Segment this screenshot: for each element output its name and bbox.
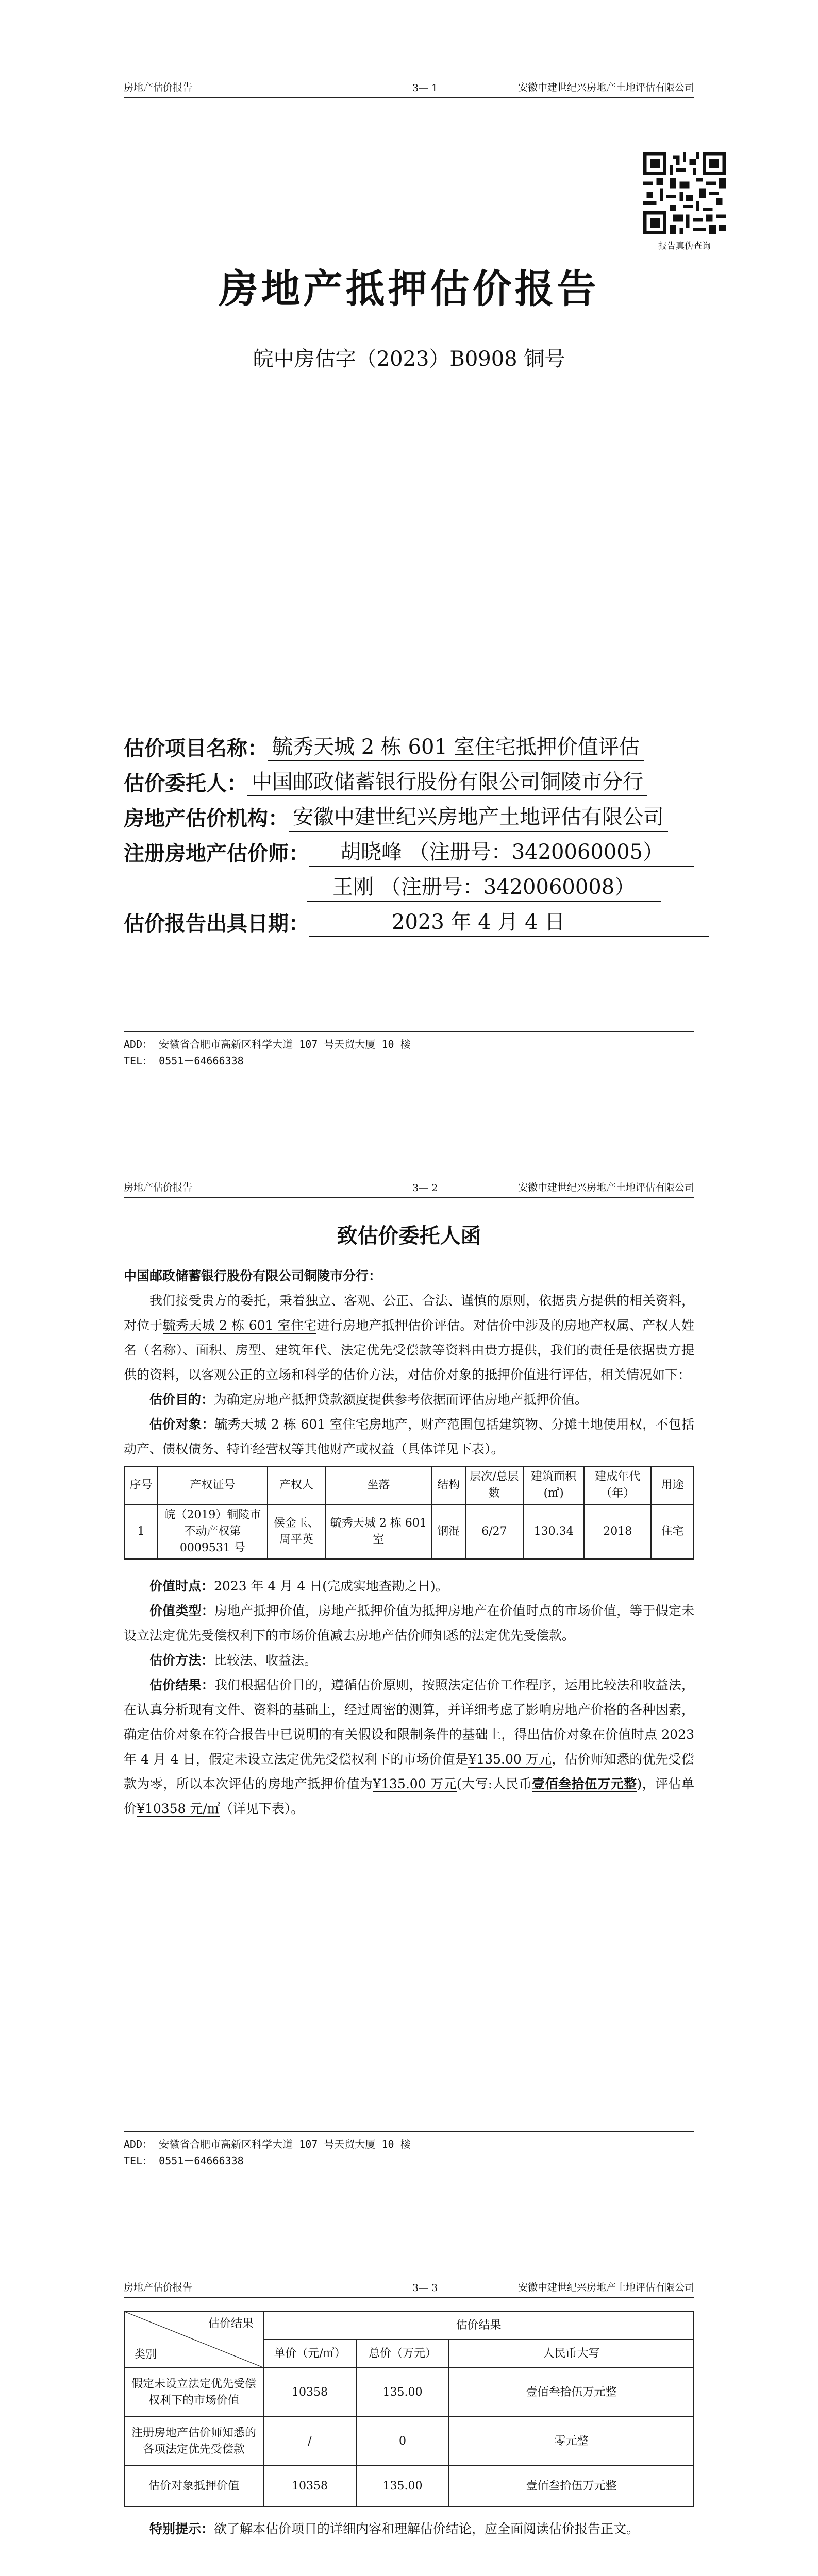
info-key: 房地产估价机构： <box>124 806 289 831</box>
page-header <box>124 1177 694 1198</box>
type-value: 房地产抵押价值，房地产抵押价值为抵押房地产在价值时点的市场价值，等于假定未设立法定优先受偿权利下的市场价值减去房地产估价师知悉的法定优先受偿款。 <box>124 1603 694 1643</box>
header-right: 安徽中建世纪兴房地产土地评估有限公司 <box>517 82 694 93</box>
letter-content <box>124 1211 694 1821</box>
page-header <box>124 77 694 98</box>
table-cell: 住宅 <box>651 1504 694 1559</box>
page-number: 3— 1 <box>412 82 438 94</box>
col-header-total: 总价（万元） <box>356 2340 449 2368</box>
table-header-row <box>124 1466 694 1504</box>
result-header-row <box>124 2311 694 2340</box>
table-header: 层次/总层数 <box>465 1466 523 1504</box>
result-unit-price: ¥10358 元/㎡ <box>137 1801 220 1816</box>
qr-label: 报告真伪查询 <box>658 241 711 251</box>
table-header: 序号 <box>124 1466 158 1504</box>
letter-method <box>124 1648 694 1673</box>
table-cell: / <box>263 2417 356 2466</box>
table-cell: 1 <box>124 1504 158 1559</box>
type-key: 价值类型： <box>149 1603 214 1618</box>
intro-text: 我们接受贵方的委托，秉着独立、客观、公正、合法、谨慎的原则，依据贵方提供的相关资料，对位于 <box>124 1293 694 1333</box>
result-market-value: ¥135.00 万元 <box>468 1752 552 1767</box>
table-cell: 壹佰叁拾伍万元整 <box>449 2466 694 2507</box>
corner-top-label: 估价结果 <box>208 2317 254 2330</box>
page-cover <box>0 0 818 1100</box>
table-row <box>124 2368 694 2417</box>
footer-tel: TEL： 0551－64666338 <box>124 1055 244 1067</box>
table-cell: 皖（2019）铜陵市不动产权第 0009531 号 <box>158 1504 268 1559</box>
table-cell: 10358 <box>263 2368 356 2417</box>
results-content <box>124 2311 694 2576</box>
table-header: 建筑面积(㎡) <box>523 1466 584 1504</box>
result-key: 估价结果： <box>149 1677 214 1692</box>
info-value: 中国邮政储蓄银行股份有限公司铜陵市分行 <box>247 769 647 796</box>
corner-cell <box>124 2311 263 2368</box>
cover-info <box>124 726 694 937</box>
group-header: 估价结果 <box>263 2311 694 2340</box>
page-footer <box>124 1031 694 1069</box>
qr-code-icon[interactable] <box>643 152 726 234</box>
row-label: 估价对象抵押价值 <box>124 2466 263 2507</box>
result-mortgage-value: ¥135.00 万元 <box>373 1776 457 1791</box>
page-header <box>124 2277 694 2298</box>
table-row <box>124 1504 694 1559</box>
object-value: 毓秀天城 2 栋 601 室住宅房地产，财产范围包括建筑物、分摊土地使用权，不包括动产、债权债务、特许经营权等其他财产或权益（具体详见下表）。 <box>124 1417 694 1456</box>
property-table <box>124 1466 694 1560</box>
header-left: 房地产估价报告 <box>124 82 193 93</box>
result-text: 我们根据估价目的，遵循估价原则，按照法定估价工作程序，运用比较法和收益法，在认真分析现有文件、资料的基础上，经过周密的测算，并详细考虑了影响房地产价格的各种因素，确定估价对象在符合报告中已说明的有关假设和限制条件的基础上，得出估价对象在价值时点 2023 年 4 月 4 日，假定未设立法定优先受偿权利下的市场价值是 <box>124 1677 694 1767</box>
method-value: 比较法、收益法。 <box>214 1653 318 1668</box>
letter-recipient: 中国邮政储蓄银行股份有限公司铜陵市分行： <box>124 1268 382 1283</box>
col-header-rmb: 人民币大写 <box>449 2340 694 2368</box>
info-row-project <box>124 726 694 761</box>
table-cell: 壹佰叁拾伍万元整 <box>449 2368 694 2417</box>
tips-value: 欲了解本估价项目的详细内容和理解估价结论，应全面阅读估价报告正文。 <box>214 2521 640 2536</box>
info-row-client <box>124 761 694 796</box>
result-table <box>124 2311 694 2507</box>
page-number: 3— 2 <box>412 1182 438 1194</box>
intro-text: 进行房地产抵押估价评估。对估价中涉及的房地产权属、产权人姓名（名称）、面积、房型、建筑年代、法定优先受偿款等资料由贵方提供，我们的责任是依据贵方提供的资料，以客观公正的立场和科学的估价方法，对估价对象的抵押价值进行评估，相关情况如下： <box>124 1318 694 1382</box>
info-value: 毓秀天城 2 栋 601 室住宅抵押价值评估 <box>268 734 644 761</box>
header-right: 安徽中建世纪兴房地产土地评估有限公司 <box>517 2282 694 2293</box>
intro-subject: 毓秀天城 2 栋 601 室住宅 <box>162 1318 317 1333</box>
table-cell: 130.34 <box>523 1504 584 1559</box>
letter-value-date <box>124 1574 694 1599</box>
method-key: 估价方法： <box>149 1653 214 1668</box>
report-number: 皖中房估字（2023）B0908 铜号 <box>253 347 565 371</box>
table-header: 用途 <box>651 1466 694 1504</box>
letter-object <box>124 1412 694 1462</box>
info-value: 胡晓峰 （注册号：3420060005） <box>309 839 694 867</box>
special-tips <box>124 2517 694 2541</box>
header-left: 房地产估价报告 <box>124 1182 193 1193</box>
table-header: 坐落 <box>325 1466 432 1504</box>
table-cell: 6/27 <box>465 1504 523 1559</box>
page-number: 3— 3 <box>412 2282 438 2294</box>
info-value: 2023 年 4 月 4 日 <box>309 909 709 937</box>
result-text: (大写:人民币 <box>456 1776 532 1791</box>
purpose-key: 估价目的： <box>149 1392 214 1407</box>
tips-key: 特别提示： <box>149 2521 214 2536</box>
info-value: 安徽中建世纪兴房地产土地评估有限公司 <box>289 804 668 832</box>
table-header: 产权人 <box>268 1466 325 1504</box>
info-value: 王刚 （注册号：3420060008） <box>307 874 661 902</box>
page-footer <box>124 2131 694 2169</box>
table-row <box>124 2466 694 2507</box>
table-cell: 0 <box>356 2417 449 2466</box>
purpose-value: 为确定房地产抵押贷款额度提供参考依据而评估房地产抵押价值。 <box>214 1392 588 1407</box>
info-row-appraiser-2 <box>124 867 694 902</box>
table-row <box>124 2417 694 2466</box>
footer-address: ADD： 安徽省合肥市高新区科学大道 107 号天贸大厦 10 楼 <box>124 1038 411 1050</box>
result-value-words: 壹佰叁拾伍万元整 <box>532 1776 637 1791</box>
letter-title: 致估价委托人函 <box>337 1224 481 1248</box>
result-text: )，评估单价 <box>124 1776 694 1816</box>
table-header: 产权证号 <box>158 1466 268 1504</box>
footer-tel: TEL： 0551－64666338 <box>124 2155 244 2167</box>
header-right: 安徽中建世纪兴房地产土地评估有限公司 <box>517 1182 694 1193</box>
table-cell: 零元整 <box>449 2417 694 2466</box>
letter-result <box>124 1673 694 1821</box>
row-label: 假定未设立法定优先受偿权利下的市场价值 <box>124 2368 263 2417</box>
page-letter <box>0 1100 818 2200</box>
letter-purpose <box>124 1387 694 1412</box>
info-row-appraiser-1 <box>124 832 694 867</box>
row-label: 注册房地产估价师知悉的各项法定优先受偿款 <box>124 2417 263 2466</box>
table-header: 结构 <box>432 1466 465 1504</box>
corner-bottom-label: 类别 <box>134 2348 157 2361</box>
table-cell: 侯金玉、周平英 <box>268 1504 325 1559</box>
date-value: 2023 年 4 月 4 日(完成实地查勘之日)。 <box>214 1579 448 1594</box>
report-title: 房地产抵押估价报告 <box>219 266 599 312</box>
header-left: 房地产估价报告 <box>124 2282 193 2293</box>
info-key: 估价项目名称： <box>124 736 268 760</box>
info-row-date <box>124 902 694 937</box>
page-results <box>0 2200 818 2576</box>
info-key: 注册房地产估价师： <box>124 841 309 866</box>
footer-address: ADD： 安徽省合肥市高新区科学大道 107 号天贸大厦 10 楼 <box>124 2138 411 2150</box>
table-cell: 135.00 <box>356 2466 449 2507</box>
info-key: 估价委托人： <box>124 771 247 795</box>
letter-value-type <box>124 1599 694 1648</box>
result-text: （详见下表）。 <box>220 1801 304 1816</box>
col-header-unit: 单价（元/㎡） <box>263 2340 356 2368</box>
table-cell: 2018 <box>584 1504 651 1559</box>
table-cell: 10358 <box>263 2466 356 2507</box>
table-cell: 135.00 <box>356 2368 449 2417</box>
table-cell: 毓秀天城 2 栋 601 室 <box>325 1504 432 1559</box>
table-cell: 钢混 <box>432 1504 465 1559</box>
info-key: 估价报告出具日期： <box>124 911 309 936</box>
result-text: ，估价师知悉的优先受偿款为零，所以本次评估的房地产抵押价值为 <box>124 1752 694 1791</box>
date-key: 价值时点： <box>149 1579 214 1594</box>
table-header: 建成年代（年） <box>584 1466 651 1504</box>
object-key: 估价对象： <box>149 1417 215 1432</box>
info-row-agency <box>124 796 694 832</box>
letter-intro <box>124 1289 694 1387</box>
